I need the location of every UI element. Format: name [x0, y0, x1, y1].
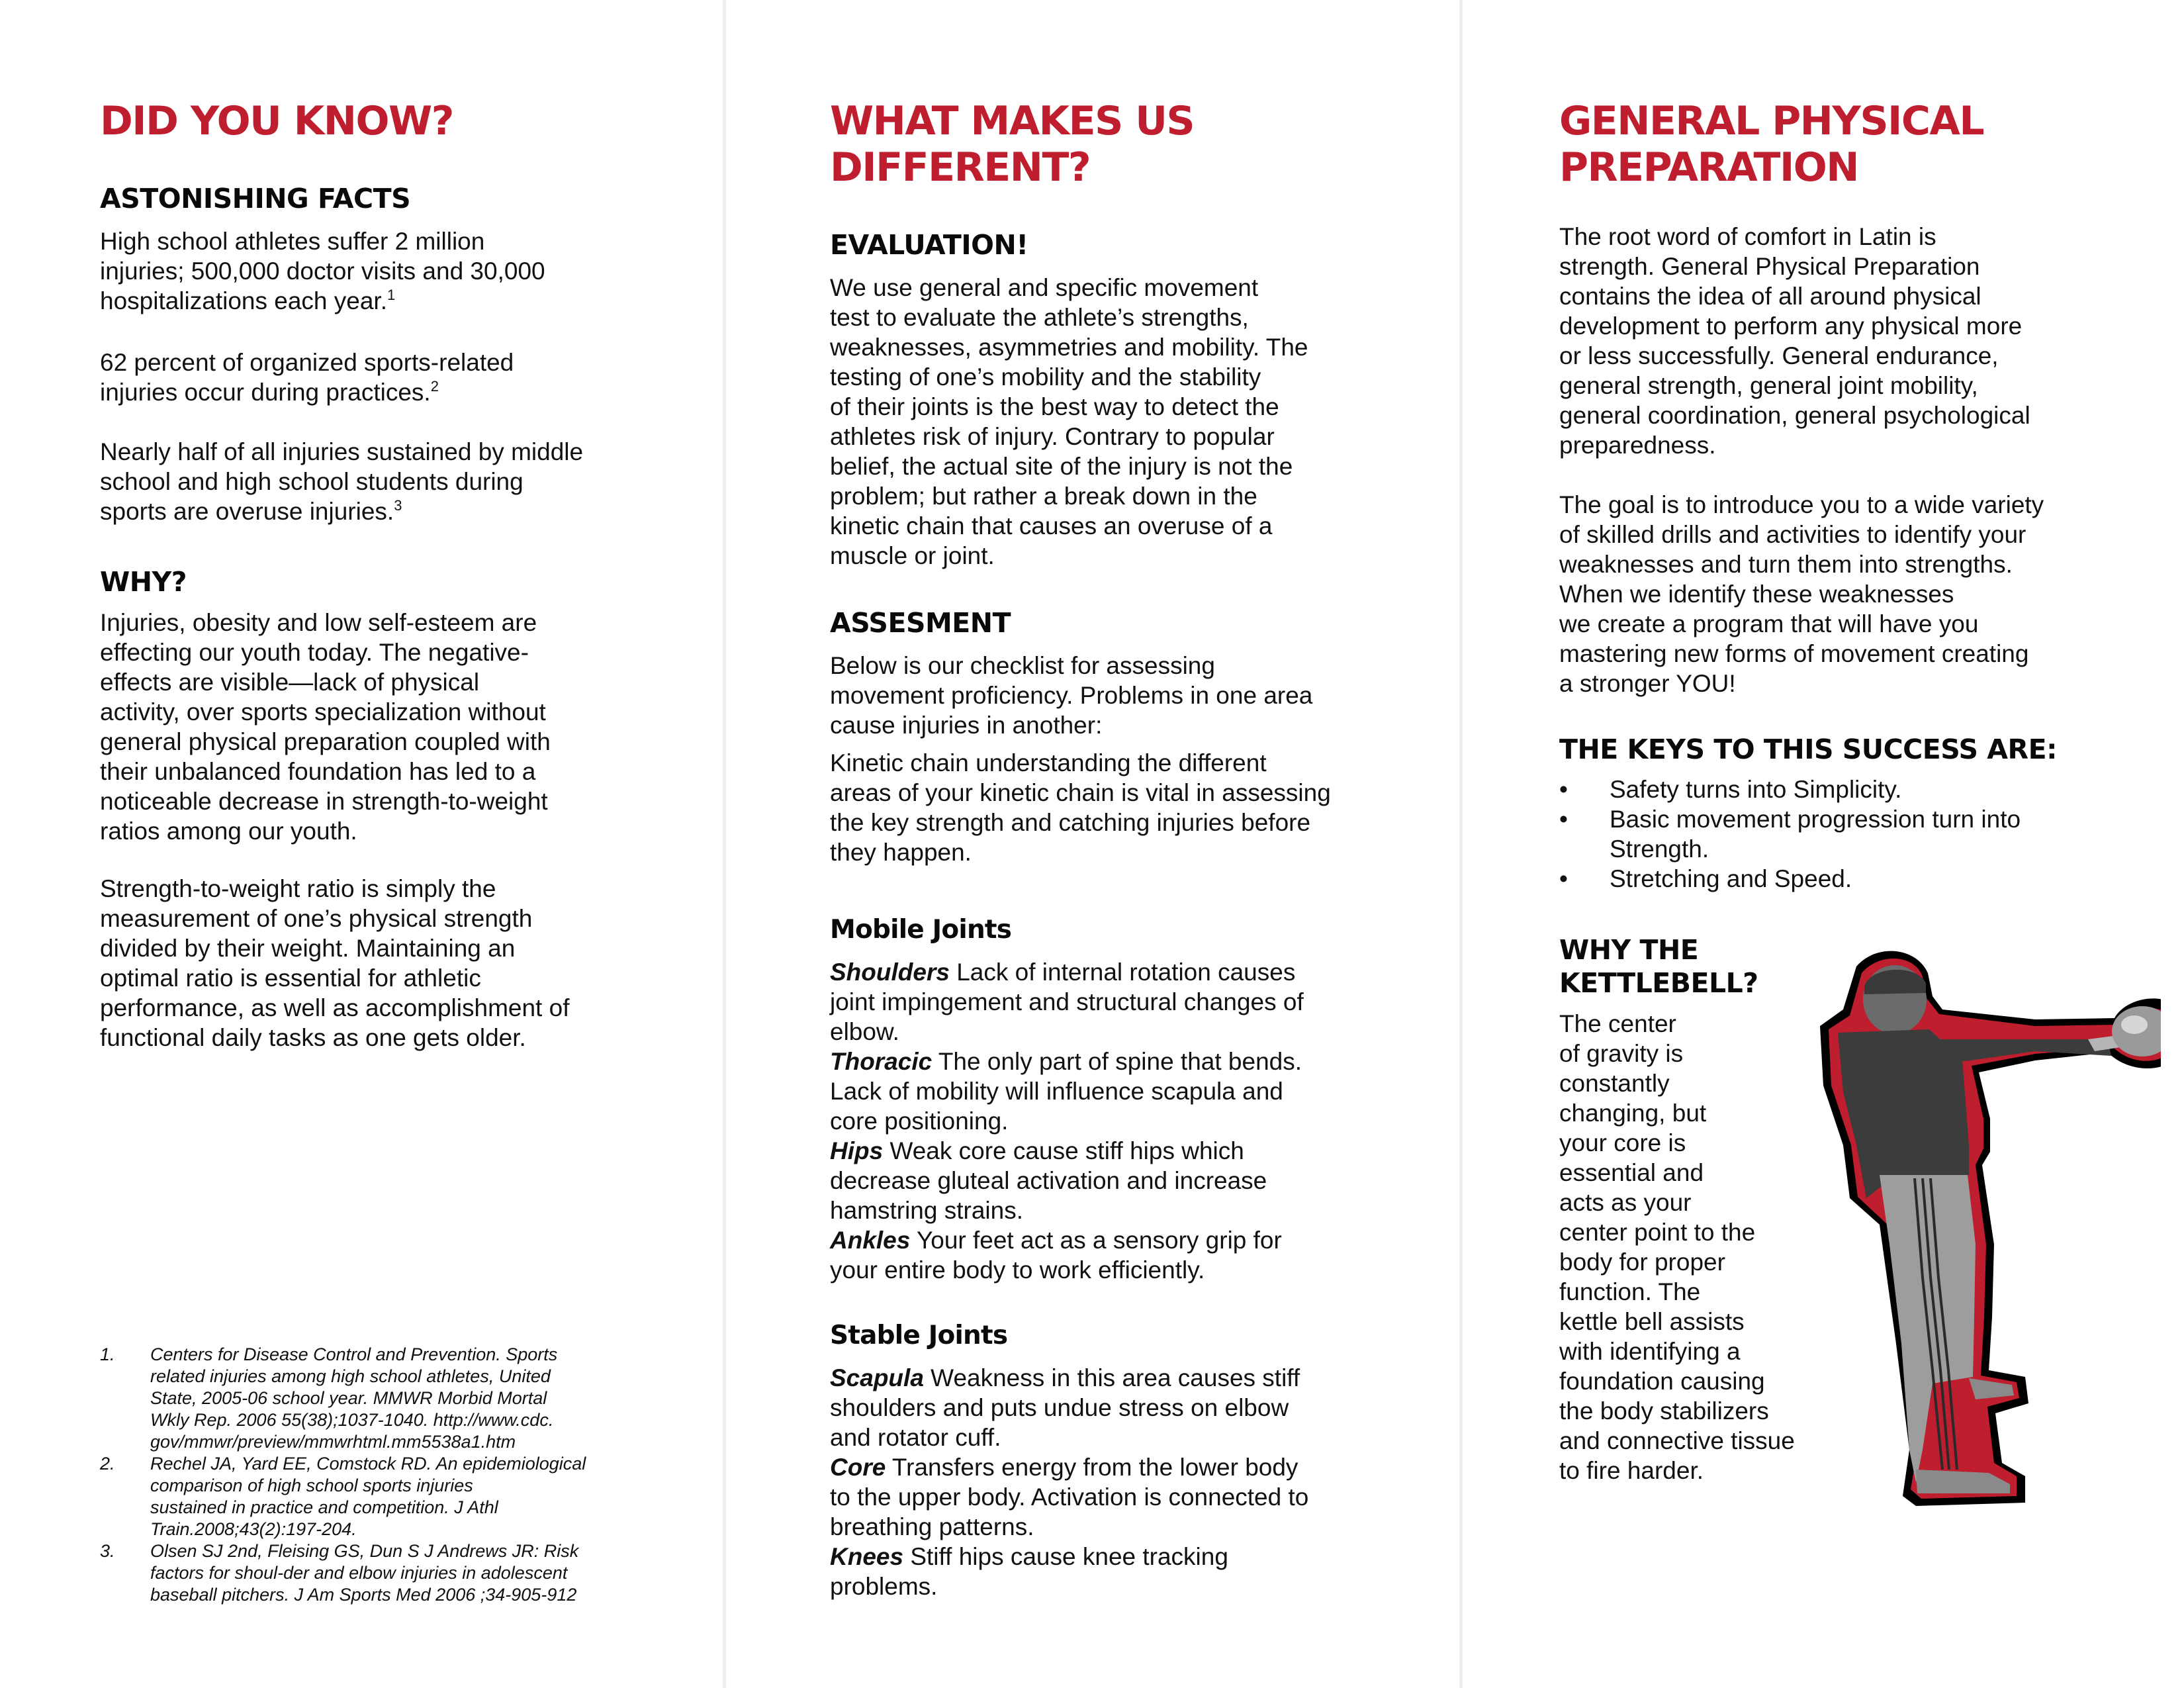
text-line: sports are overuse injuries.: [100, 498, 394, 525]
joint-term: Scapula: [830, 1364, 924, 1391]
footnote-number: 1.: [100, 1344, 115, 1364]
joint-description: decrease gluteal activation and increase: [830, 1167, 1267, 1194]
joint-term: Ankles: [830, 1227, 911, 1254]
joint-description: Weak core cause stiff hips which: [883, 1137, 1244, 1164]
kettlebell-text: [1559, 1009, 1837, 1485]
footnote-text: [150, 1540, 669, 1606]
section-heading-why-kettlebell: [1559, 933, 1758, 1000]
text-line: testing of one’s mobility and the stability: [830, 363, 1261, 391]
athlete-kettlebell-figure: [1817, 947, 2161, 1569]
joint-description: Transfers energy from the lower body: [886, 1454, 1298, 1481]
title-line: PREPARATION: [1559, 144, 1859, 191]
evaluation-text: [830, 273, 1426, 571]
joint-term: Shoulders: [830, 959, 950, 986]
text-line: factors for shoul-der and elbow injuries in adolescent: [150, 1563, 568, 1583]
why-paragraph: [100, 874, 682, 1053]
fact-paragraph: [100, 226, 682, 316]
text-line: strength. General Physical Preparation: [1559, 253, 1980, 280]
footnote-item: [100, 1344, 669, 1453]
panel-title: [1559, 98, 1983, 191]
text-line: The root word of comfort in Latin is: [1559, 223, 1936, 250]
text-line: Kinetic chain understanding the different: [830, 749, 1267, 776]
section-heading-keys: THE KEYS TO THIS SUCCESS ARE:: [1559, 733, 2057, 765]
text-line: with identifying a: [1559, 1338, 1741, 1365]
text-line: their unbalanced foundation has led to a: [100, 758, 536, 785]
text-line: kettle bell assists: [1559, 1308, 1745, 1335]
text-line: Train.2008;43(2):197-204.: [150, 1519, 357, 1539]
key-item: [1559, 804, 2128, 864]
section-heading-why: WHY?: [100, 566, 187, 598]
joint-description: shoulders and puts undue stress on elbow: [830, 1394, 1289, 1421]
joint-description: elbow.: [830, 1018, 899, 1045]
text-line: problem; but rather a break down in the: [830, 483, 1257, 510]
text-line: weaknesses and turn them into strengths.: [1559, 551, 2013, 578]
text-line: gov/mmwr/preview/mmwrhtml.mm5538a1.htm: [150, 1432, 516, 1452]
text-line: performance, as well as accomplishment of: [100, 994, 570, 1021]
title-line: WHAT MAKES US: [830, 98, 1195, 144]
text-line: general physical preparation coupled with: [100, 728, 551, 755]
assessment-intro-text: [830, 651, 1426, 740]
section-heading-assessment: ASSESMENT: [830, 607, 1011, 639]
joint-description: Lack of mobility will influence scapula and: [830, 1078, 1283, 1105]
text-line: measurement of one’s physical strength: [100, 905, 533, 932]
text-line: test to evaluate the athlete’s strengths,: [830, 304, 1249, 331]
assessment-chain-text: [830, 748, 1426, 867]
keys-list: [1559, 774, 2128, 894]
text-line: The center: [1559, 1010, 1676, 1037]
text-line: areas of your kinetic chain is vital in assessing: [830, 779, 1331, 806]
key-item: [1559, 864, 2128, 894]
joint-description: to the upper body. Activation is connected to: [830, 1483, 1309, 1511]
footnote-item: [100, 1453, 669, 1540]
joint-description: Your feet act as a sensory grip for: [910, 1227, 1282, 1254]
text-line: of their joints is the best way to detect the: [830, 393, 1279, 420]
mobile-joints-list: [830, 957, 1426, 1285]
column-divider-right: [1459, 0, 1463, 1688]
text-line: muscle or joint.: [830, 542, 995, 569]
text-line: 62 percent of organized sports-related: [100, 349, 514, 376]
text-line: Below is our checklist for assessing: [830, 652, 1215, 679]
section-heading-mobile-joints: Mobile Joints: [830, 915, 1012, 945]
footnote-ref: 3: [394, 497, 402, 514]
text-line: they happen.: [830, 839, 972, 866]
text-line: baseball pitchers. J Am Sports Med 2006 ;34-905-912: [150, 1585, 577, 1605]
text-line: ratios among our youth.: [100, 818, 357, 845]
key-text: [1610, 806, 2021, 863]
text-line: Strength-to-weight ratio is simply the: [100, 875, 496, 902]
footnote-ref: 1: [387, 287, 396, 303]
text-line: a stronger YOU!: [1559, 670, 1736, 697]
heading-line: WHY THE: [1559, 934, 1699, 966]
text-line: divided by their weight. Maintaining an: [100, 935, 516, 962]
joint-term: Thoracic: [830, 1048, 933, 1075]
text-line: sustained in practice and competition. J Athl: [150, 1497, 498, 1517]
panel-title: [830, 98, 1194, 191]
bullet-icon: •: [1559, 776, 1568, 803]
gpp-paragraph: [1559, 222, 2142, 460]
text-line: general coordination, general psychological: [1559, 402, 2030, 429]
text-line: the body stabilizers: [1559, 1397, 1769, 1425]
joint-description: core positioning.: [830, 1107, 1009, 1135]
text-line: changing, but: [1559, 1100, 1707, 1127]
footnotes: [100, 1344, 669, 1606]
kettlebell-highlight: [2121, 1015, 2148, 1034]
text-line: of skilled drills and activities to identify your: [1559, 521, 2026, 548]
text-line: effecting our youth today. The negative-: [100, 639, 529, 666]
text-line: center point to the: [1559, 1219, 1756, 1246]
text-line: injuries; 500,000 doctor visits and 30,000: [100, 258, 545, 285]
text-line: to fire harder.: [1559, 1457, 1704, 1484]
key-text: [1610, 776, 1901, 803]
text-line: State, 2005-06 school year. MMWR Morbid Mortal: [150, 1388, 547, 1408]
text-line: We use general and specific movement: [830, 274, 1259, 301]
joint-description: joint impingement and structural changes of: [830, 988, 1304, 1015]
text-line: Safety turns into Simplicity.: [1610, 776, 1902, 803]
joint-description: problems.: [830, 1573, 938, 1600]
text-line: athletes risk of injury. Contrary to popular: [830, 423, 1275, 450]
text-line: Rechel JA, Yard EE, Comstock RD. An epidemiological: [150, 1454, 586, 1474]
text-line: Olsen SJ 2nd, Fleising GS, Dun S J Andrews JR: Risk: [150, 1541, 579, 1561]
footnote-number: 3.: [100, 1541, 115, 1561]
text-line: hospitalizations each year.: [100, 287, 387, 314]
text-line: functional daily tasks as one gets older.: [100, 1024, 526, 1051]
text-line: we create a program that will have you: [1559, 610, 1979, 637]
joint-term: Hips: [830, 1137, 884, 1164]
text-line: movement proficiency. Problems in one area: [830, 682, 1313, 709]
text-line: constantly: [1559, 1070, 1670, 1097]
text-line: injuries occur during practices.: [100, 379, 431, 406]
text-line: belief, the actual site of the injury is not the: [830, 453, 1293, 480]
text-line: weaknesses, asymmetries and mobility. The: [830, 334, 1308, 361]
bullet-icon: •: [1559, 806, 1568, 833]
section-heading-evaluation: EVALUATION!: [830, 229, 1028, 261]
text-line: foundation causing: [1559, 1368, 1765, 1395]
joint-description: Stiff hips cause knee tracking: [903, 1543, 1228, 1570]
title-line: DIFFERENT?: [830, 144, 1091, 191]
text-line: Centers for Disease Control and Prevention. Sports: [150, 1344, 558, 1364]
text-line: your core is: [1559, 1129, 1686, 1156]
text-line: body for proper: [1559, 1248, 1725, 1276]
text-line: essential and: [1559, 1159, 1704, 1186]
footnote-text: [150, 1344, 669, 1453]
text-line: mastering new forms of movement creating: [1559, 640, 2029, 667]
text-line: acts as your: [1559, 1189, 1692, 1216]
key-item: [1559, 774, 2128, 804]
text-line: the key strength and catching injuries before: [830, 809, 1311, 836]
joint-description: and rotator cuff.: [830, 1424, 1001, 1451]
joint-description: hamstring strains.: [830, 1197, 1023, 1224]
bullet-icon: •: [1559, 865, 1568, 892]
why-paragraph: [100, 608, 682, 846]
text-line: contains the idea of all around physical: [1559, 283, 1981, 310]
text-line: Injuries, obesity and low self-esteem are: [100, 609, 537, 636]
key-text: [1610, 865, 1852, 892]
text-line: and connective tissue: [1559, 1427, 1795, 1454]
text-line: Strength.: [1610, 835, 1709, 863]
fact-paragraph: [100, 348, 682, 407]
footnote-item: [100, 1540, 669, 1606]
joint-description: your entire body to work efficiently.: [830, 1256, 1205, 1284]
text-line: effects are visible—lack of physical: [100, 669, 480, 696]
text-line: function. The: [1559, 1278, 1701, 1305]
joint-description: Lack of internal rotation causes: [949, 959, 1296, 986]
text-line: When we identify these weaknesses: [1559, 581, 1954, 608]
joint-term: Core: [830, 1454, 886, 1481]
joint-description: Weakness in this area causes stiff: [923, 1364, 1300, 1391]
column-divider-left: [723, 0, 726, 1688]
text-line: activity, over sports specialization without: [100, 698, 546, 726]
text-line: Stretching and Speed.: [1610, 865, 1852, 892]
heading-line: KETTLEBELL?: [1559, 967, 1758, 999]
joint-description: The only part of spine that bends.: [932, 1048, 1302, 1075]
text-line: related injuries among high school athletes, United: [150, 1366, 551, 1386]
fact-paragraph: [100, 437, 682, 526]
text-line: optimal ratio is essential for athletic: [100, 964, 481, 992]
gpp-paragraph: [1559, 490, 2142, 698]
joint-term: Knees: [830, 1543, 904, 1570]
footnote-text: [150, 1453, 669, 1540]
text-line: noticeable decrease in strength-to-weight: [100, 788, 548, 815]
stable-joints-list: [830, 1363, 1426, 1601]
footnote-number: 2.: [100, 1454, 115, 1474]
section-heading-stable-joints: Stable Joints: [830, 1321, 1008, 1350]
text-line: Basic movement progression turn into: [1610, 806, 2021, 833]
text-line: kinetic chain that causes an overuse of a: [830, 512, 1273, 539]
joint-description: breathing patterns.: [830, 1513, 1034, 1540]
text-line: school and high school students during: [100, 468, 523, 495]
footnote-ref: 2: [430, 378, 439, 395]
title-line: GENERAL PHYSICAL: [1559, 98, 1984, 144]
panel-title: DID YOU KNOW?: [100, 98, 453, 144]
text-line: The goal is to introduce you to a wide variety: [1559, 491, 2044, 518]
text-line: Wkly Rep. 2006 55(38);1037-1040. http://www.cdc.: [150, 1410, 554, 1430]
text-line: Nearly half of all injuries sustained by middle: [100, 438, 584, 465]
text-line: High school athletes suffer 2 million: [100, 228, 485, 255]
section-heading-astonishing-facts: ASTONISHING FACTS: [100, 183, 411, 214]
text-line: cause injuries in another:: [830, 712, 1103, 739]
text-line: or less successfully. General endurance,: [1559, 342, 1999, 369]
text-line: comparison of high school sports injuries: [150, 1476, 473, 1495]
text-line: general strength, general joint mobility,: [1559, 372, 1978, 399]
text-line: preparedness.: [1559, 432, 1716, 459]
text-line: of gravity is: [1559, 1040, 1684, 1067]
text-line: development to perform any physical more: [1559, 312, 2023, 340]
